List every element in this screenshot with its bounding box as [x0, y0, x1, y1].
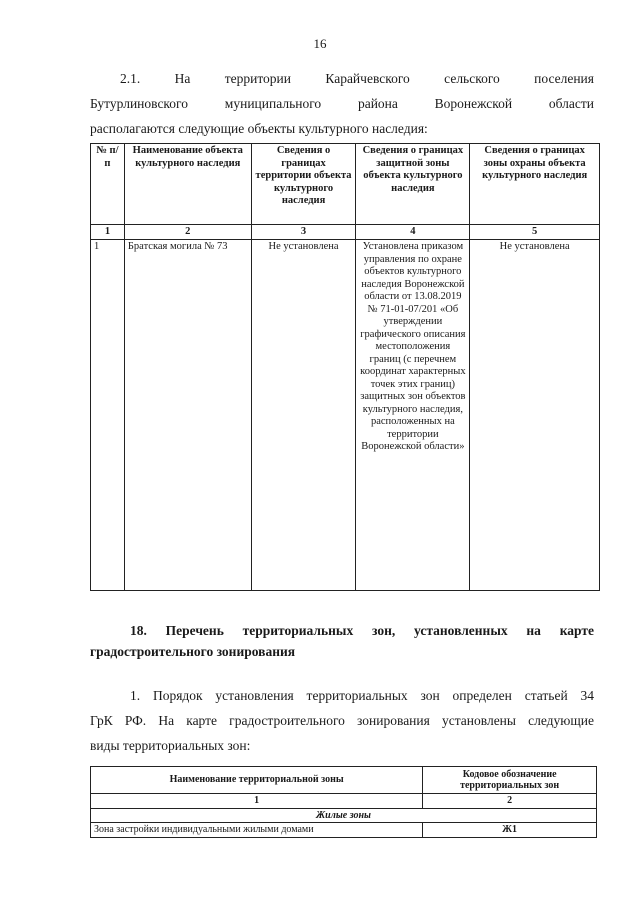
page-number: 16 [313, 36, 327, 51]
zone-code: Ж1 [423, 823, 597, 838]
row-protection-zone: Не установлена [470, 240, 600, 591]
table-row [91, 823, 597, 838]
col-number: 3 [251, 225, 356, 240]
intro-paragraph [90, 66, 594, 141]
section-18-title [90, 620, 594, 662]
intro-line-1: 2.1. На территории Карайчевского сельского поселения [120, 71, 594, 86]
col-number: 5 [470, 225, 600, 240]
row-name: Братская могила № 73 [124, 240, 251, 591]
row-protective-zone: Установлена приказом управления по охране объектов культурного наследия Воронежской области от 13.08.2019 № 71-01-07/201 «Об утверждении графического описания местоположения границ (с перечнем координат характерных точек этих границ) защитных зон объектов культурного наследия, расположенных на территории Воронежской области» [356, 240, 470, 591]
heritage-table [90, 143, 600, 591]
header-name: Наименование объекта культурного наследия [124, 144, 251, 225]
section-18-title-line-1: 18. Перечень территориальных зон, установленных на карте [130, 623, 594, 638]
row-territory: Не установлена [251, 240, 356, 591]
table-row [91, 240, 600, 591]
zones-section-label: Жилые зоны [91, 808, 597, 823]
header-zone-name: Наименование территориальной зоны [91, 767, 423, 794]
row-num: 1 [91, 240, 125, 591]
header-num: № п/п [91, 144, 125, 225]
zones-table [90, 766, 597, 838]
zones-line-2: ГрК РФ. На карте градостроительного зонирования установлены следующие [90, 713, 594, 728]
heritage-table-header [91, 144, 600, 225]
zones-paragraph [90, 683, 594, 758]
col-number: 2 [124, 225, 251, 240]
col-number: 1 [91, 794, 423, 809]
zones-section-row [91, 808, 597, 823]
section-18-title-line-2: градостроительного зонирования [90, 644, 296, 659]
intro-line-2: Бутурлиновского муниципального района Воронежской области [90, 96, 594, 111]
col-number: 2 [423, 794, 597, 809]
heritage-table-col-numbers [91, 225, 600, 240]
header-protection-zone: Сведения о границах зоны охраны объекта культурного наследия [470, 144, 600, 225]
header-territory: Сведения о границах территории объекта культурного наследия [251, 144, 356, 225]
zone-name: Зона застройки индивидуальными жилыми домами [91, 823, 423, 838]
zones-line-1: 1. Порядок установления территориальных зон определен статьей 34 [130, 688, 594, 703]
zones-table-col-numbers [91, 794, 597, 809]
zones-table-header [91, 767, 597, 794]
header-zone-code: Кодовое обозначение территориальных зон [423, 767, 597, 794]
col-number: 1 [91, 225, 125, 240]
intro-line-3: располагаются следующие объекты культурного наследия: [90, 121, 428, 136]
col-number: 4 [356, 225, 470, 240]
zones-line-3: виды территориальных зон: [90, 738, 251, 753]
header-protective-zone: Сведения о границах защитной зоны объекта культурного наследия [356, 144, 470, 225]
